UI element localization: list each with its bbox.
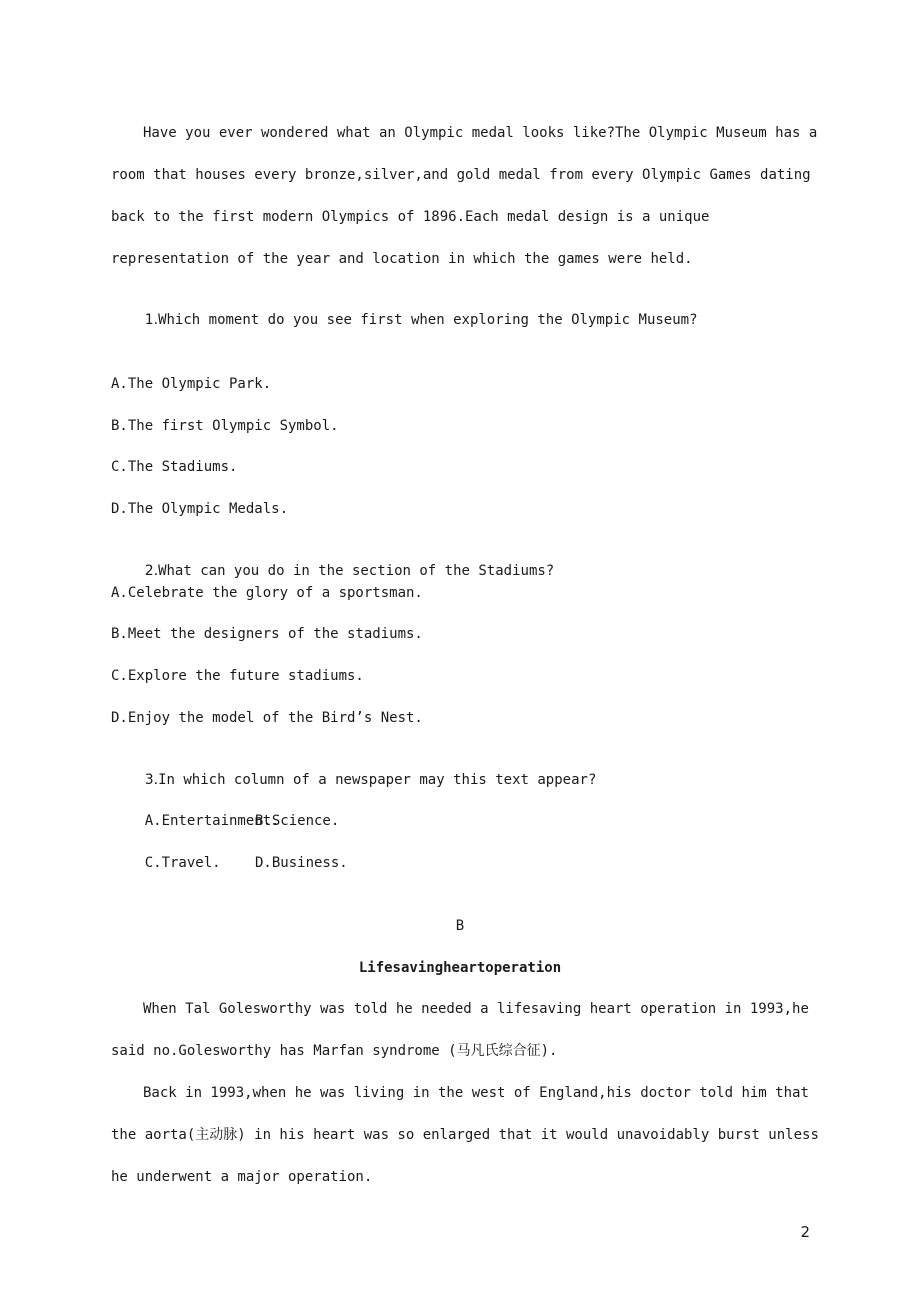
- q1-option-d: D.The Olympic Medals.: [111, 501, 289, 517]
- q3-option-c: C.Travel.: [144, 855, 221, 871]
- intro-line-4: representation of the year and location in which the games were held.: [111, 251, 693, 267]
- question-text: In which column of a newspaper may this text appear?: [158, 772, 597, 788]
- q2-option-d: D.Enjoy the model of the Bird’s Nest.: [111, 710, 423, 726]
- intro-line-3: back to the first modern Olympics of 1896.Each medal design is a unique: [111, 209, 710, 225]
- q1-option-b: B.The first Olympic Symbol.: [111, 418, 339, 434]
- q2-option-a: A.Celebrate the glory of a sportsman.: [111, 585, 423, 601]
- question-number: 1.: [144, 312, 159, 328]
- q1-option-a: A.The Olympic Park.: [111, 376, 272, 392]
- section-letter: B: [455, 918, 465, 934]
- intro-line-1: Have you ever wondered what an Olympic medal looks like?The Olympic Museum has a: [143, 125, 818, 141]
- section-title: Lifesavingheartoperation: [358, 960, 562, 976]
- q3-options-row-2: [111, 833, 511, 893]
- q3-option-b: B.Science.: [255, 813, 340, 829]
- section-b-p1-line-1: When Tal Golesworthy was told he needed a lifesaving heart operation in 1993,he: [143, 1001, 809, 1017]
- section-b-p2-line-2: the aorta(主动脉) in his heart was so enlarged that it would unavoidably burst unless: [111, 1127, 819, 1143]
- question-1: [111, 290, 698, 350]
- section-b-p2-line-3: he underwent a major operation.: [111, 1169, 373, 1185]
- question-number: 2.: [144, 563, 159, 579]
- q2-option-b: B.Meet the designers of the stadiums.: [111, 626, 423, 642]
- q2-option-c: C.Explore the future stadiums.: [111, 668, 364, 684]
- question-text: Which moment do you see first when exploring the Olympic Museum?: [158, 312, 698, 328]
- q3-option-d: D.Business.: [255, 855, 348, 871]
- question-number: 3.: [144, 772, 159, 788]
- page-number: 2: [800, 1223, 810, 1241]
- q3-option-a: A.Entertainment.: [144, 813, 280, 829]
- q1-option-c: C.The Stadiums.: [111, 459, 238, 475]
- question-text: What can you do in the section of the Stadiums?: [158, 563, 555, 579]
- section-b-p1-line-2: said no.Golesworthy has Marfan syndrome (马凡氏综合征).: [111, 1043, 558, 1059]
- section-b-p2-line-1: Back in 1993,when he was living in the west of England,his doctor told him that: [143, 1085, 809, 1101]
- intro-line-2: room that houses every bronze,silver,and gold medal from every Olympic Games dating: [111, 167, 811, 183]
